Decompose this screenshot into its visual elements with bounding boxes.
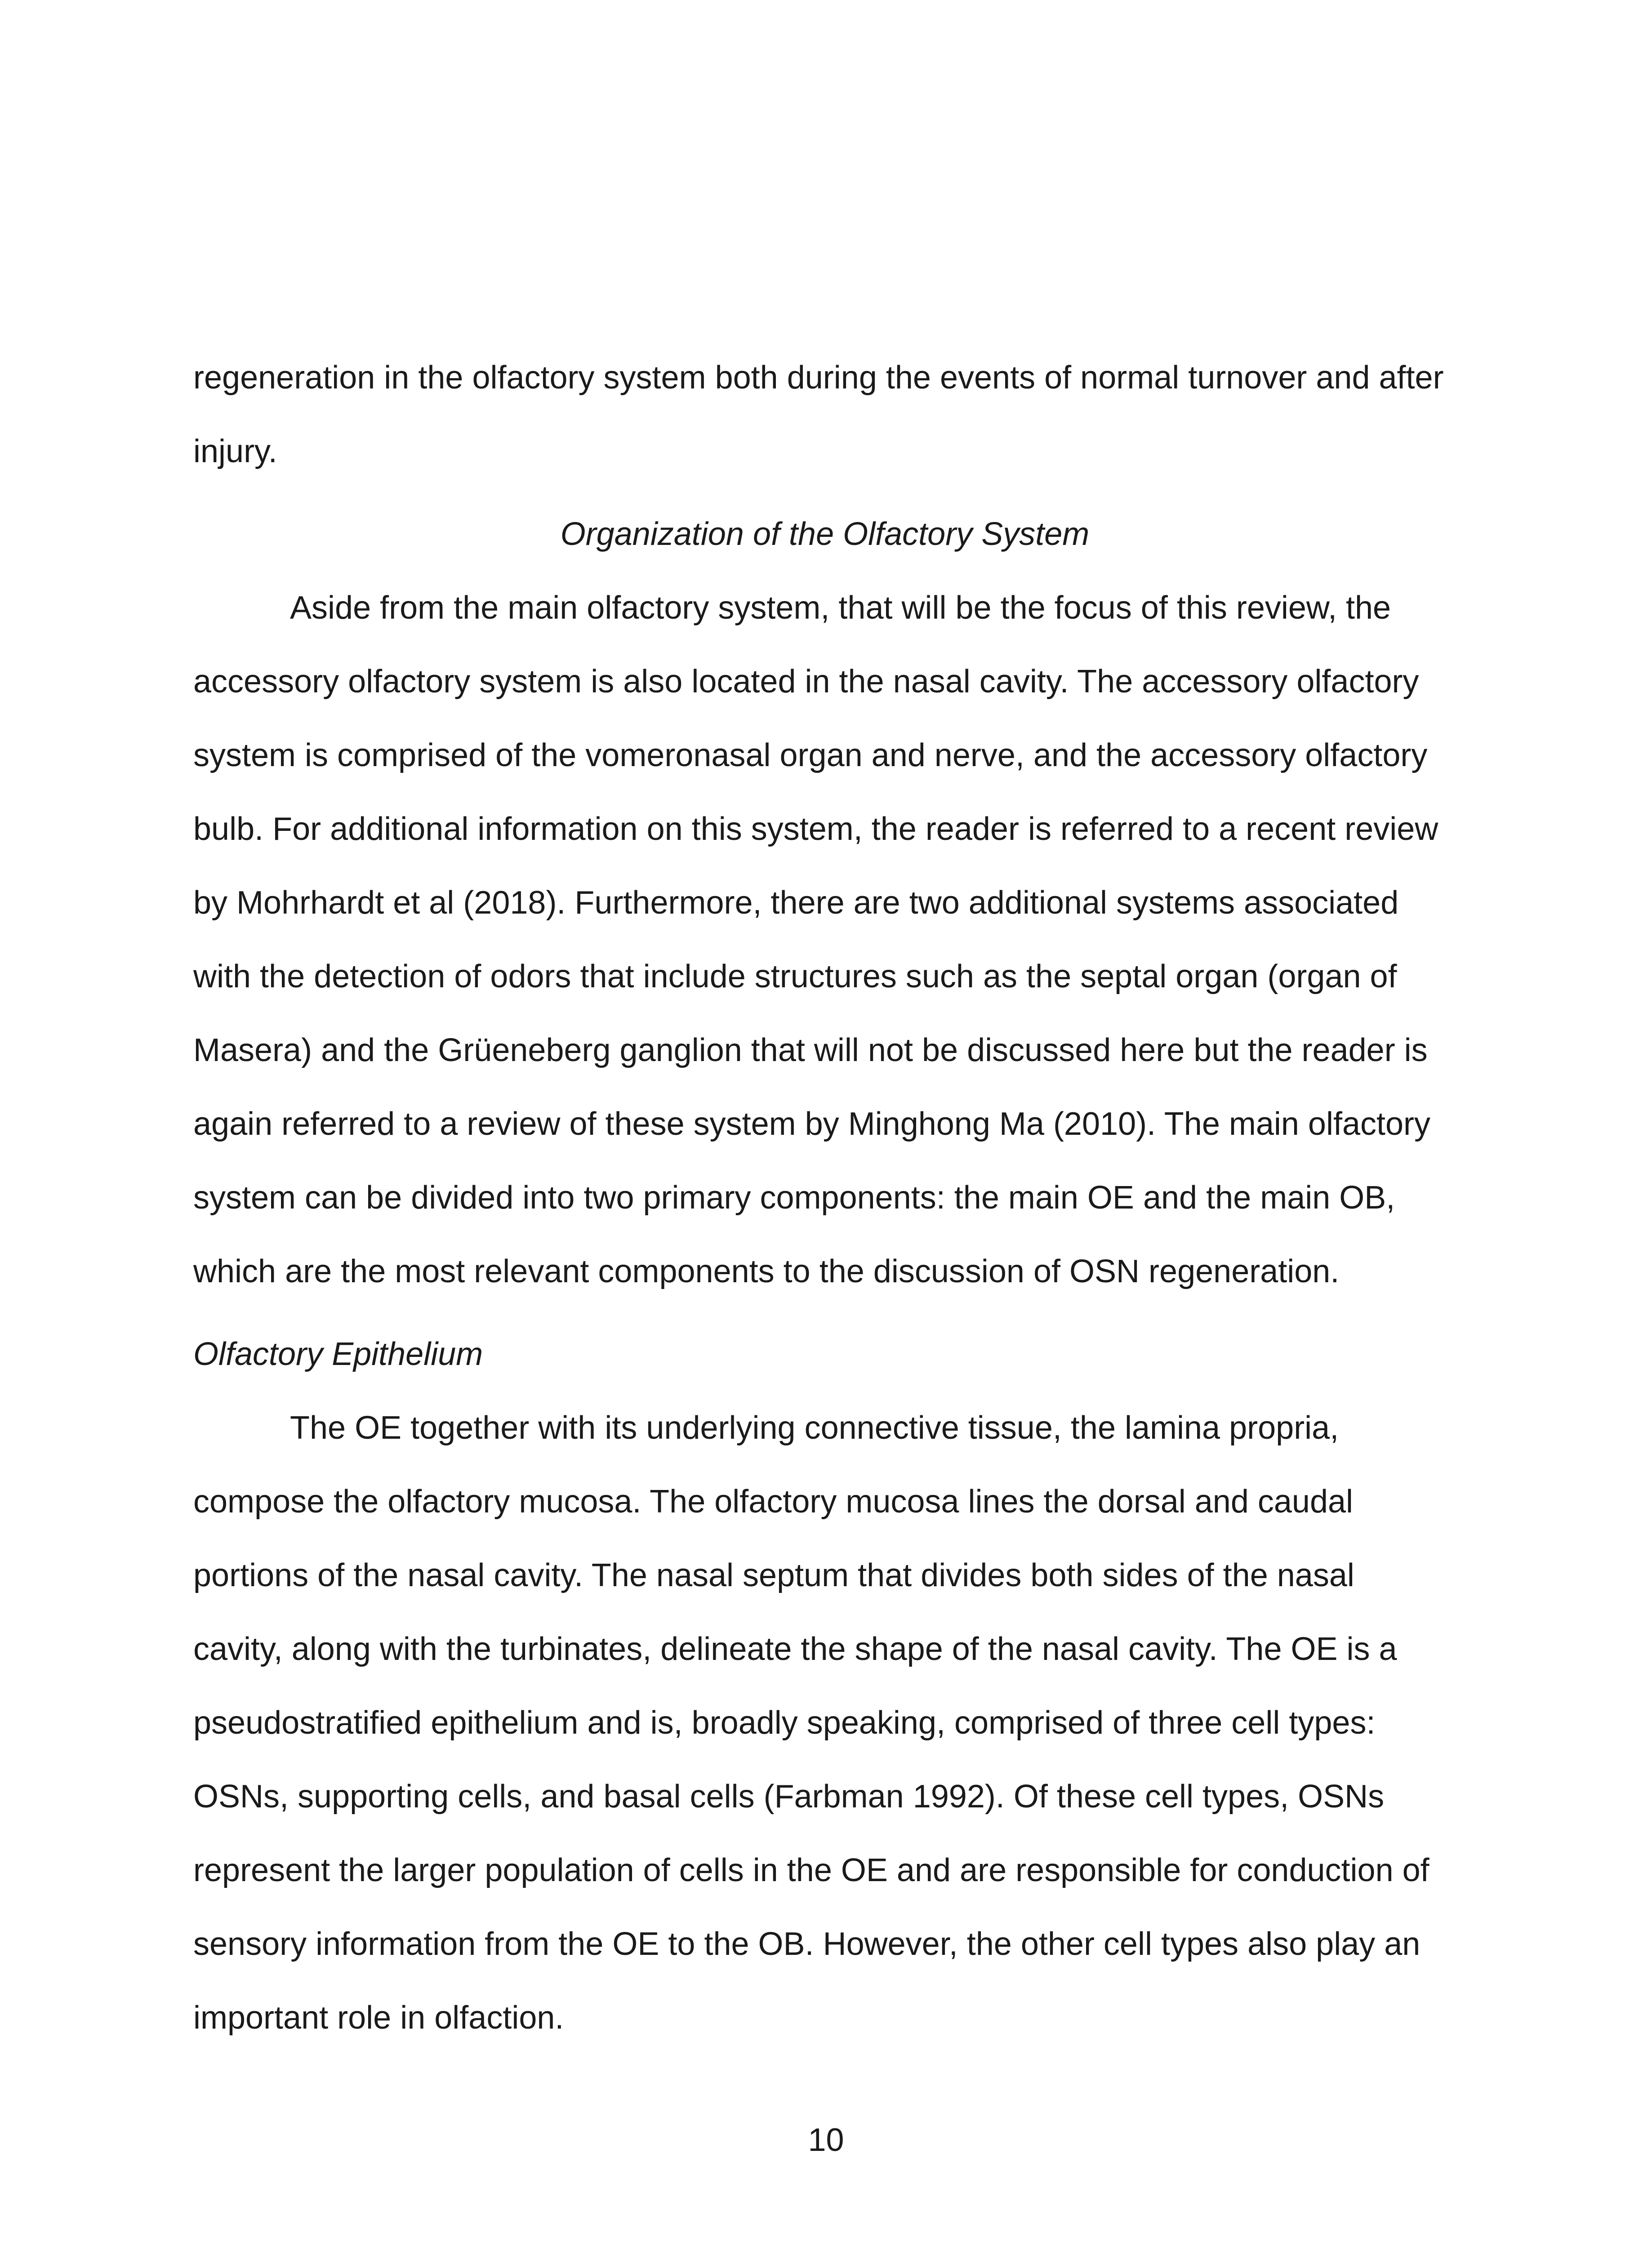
text-line: regeneration in the olfactory system both during the events of normal turnover and after xyxy=(193,360,1444,396)
text-line: represent the larger population of cells in the OE and are responsible for conduction of xyxy=(193,1852,1429,1888)
text-line: again referred to a review of these system by Minghong Ma (2010). The main olfactory xyxy=(193,1106,1431,1142)
paragraph-intro xyxy=(193,341,1456,488)
text-line: which are the most relevant components to the discussion of OSN regeneration. xyxy=(193,1253,1340,1289)
text-line: portions of the nasal cavity. The nasal septum that divides both sides of the nasal xyxy=(193,1557,1354,1593)
page-number: 10 xyxy=(808,2122,844,2158)
text-line: system is comprised of the vomeronasal organ and nerve, and the accessory olfactory xyxy=(193,737,1428,773)
text-line: by Mohrhardt et al (2018). Furthermore, there are two additional systems associated xyxy=(193,885,1399,921)
text-line: The OE together with its underlying connective tissue, the lamina propria, xyxy=(290,1410,1339,1446)
text-line: compose the olfactory mucosa. The olfactory mucosa lines the dorsal and caudal xyxy=(193,1484,1354,1520)
text-line: Masera) and the Grüeneberg ganglion that will not be discussed here but the reader is xyxy=(193,1032,1428,1068)
text-line: sensory information from the OE to the OB. However, the other cell types also play an xyxy=(193,1926,1420,1962)
text-line: pseudostratified epithelium and is, broadly speaking, comprised of three cell types: xyxy=(193,1705,1376,1741)
text-line: with the detection of odors that include structures such as the septal organ (organ of xyxy=(193,959,1397,995)
text-line: system can be divided into two primary components: the main OE and the main OB, xyxy=(193,1180,1395,1216)
text-line: cavity, along with the turbinates, delineate the shape of the nasal cavity. The OE is a xyxy=(193,1631,1397,1667)
subsection-heading: Olfactory Epithelium xyxy=(193,1336,483,1372)
text-line: OSNs, supporting cells, and basal cells (Farbman 1992). Of these cell types, OSNs xyxy=(193,1779,1385,1815)
text-line: important role in olfaction. xyxy=(193,2000,564,2036)
section-heading: Organization of the Olfactory System xyxy=(560,516,1090,552)
text-line: accessory olfactory system is also located in the nasal cavity. The accessory olfactory xyxy=(193,664,1419,700)
paragraph-organization xyxy=(193,571,1456,1308)
paragraph-epithelium xyxy=(193,1391,1456,2055)
text-line: injury. xyxy=(193,433,277,469)
text-line: Aside from the main olfactory system, that will be the focus of this review, the xyxy=(290,590,1391,626)
page-body xyxy=(193,341,1456,2055)
text-line: bulb. For additional information on this system, the reader is referred to a recent review xyxy=(193,811,1438,847)
